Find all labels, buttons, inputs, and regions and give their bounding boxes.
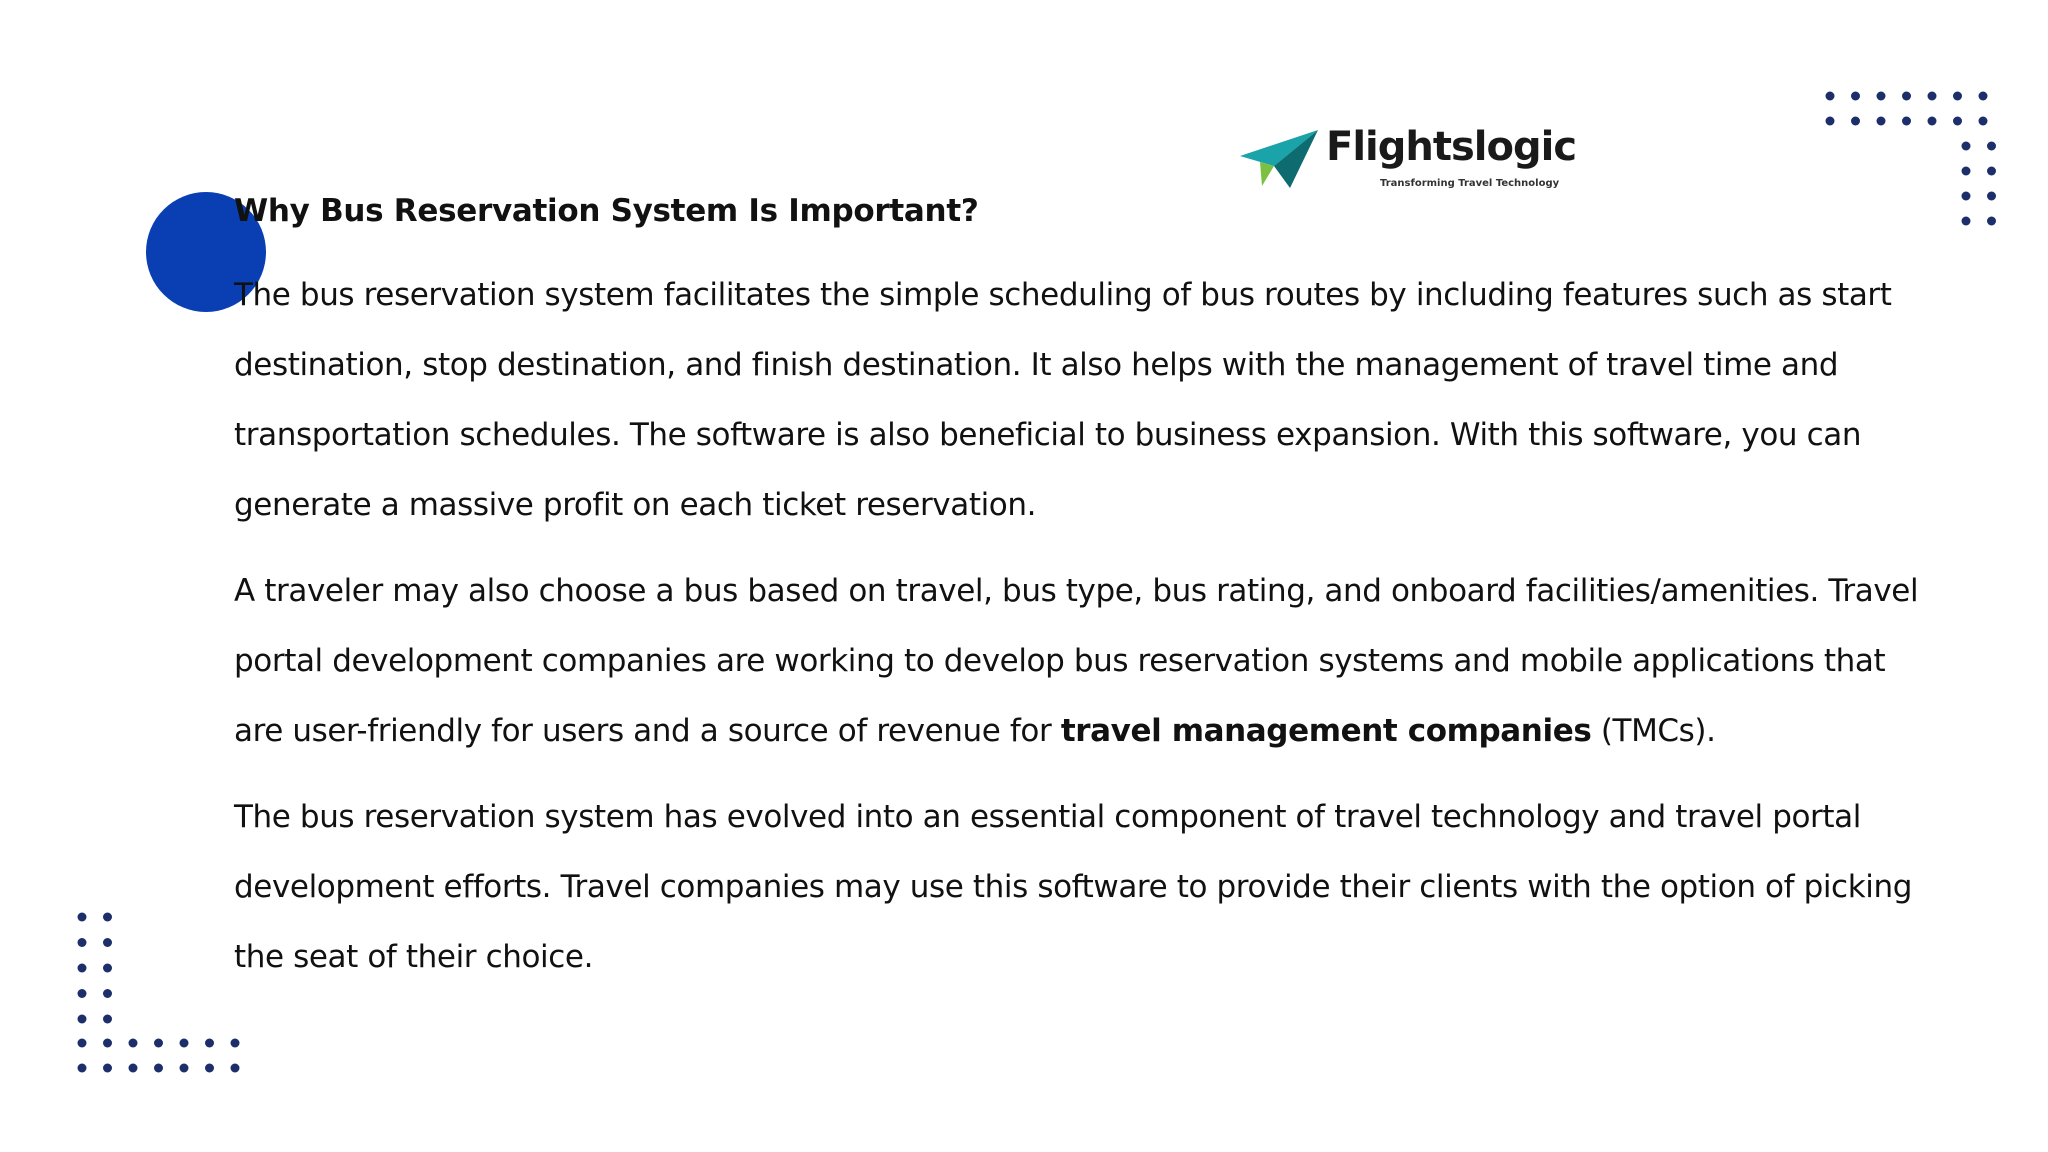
paragraph-2 [234,556,1924,766]
decor-dot [1851,117,1860,126]
decor-dot [154,1039,163,1048]
decor-dot [1987,142,1996,151]
article-heading: Why Bus Reservation System Is Important? [234,193,979,229]
paper-plane-icon [1240,130,1320,192]
decor-dot [1953,117,1962,126]
decor-dot [1877,117,1886,126]
decor-dot [1953,92,1962,101]
decor-dot [1987,167,1996,176]
decor-dot [154,1064,163,1073]
decor-dot [103,913,112,922]
decor-dot [78,989,87,998]
decor-dot [103,989,112,998]
decor-dot [78,913,87,922]
decor-dot [103,964,112,973]
decor-dot [1928,117,1937,126]
decor-dot [180,1039,189,1048]
decor-dot [129,1064,138,1073]
decor-dot [103,1015,112,1024]
dot-pattern-bottom-left [70,905,250,1085]
decor-dot [1962,142,1971,151]
decor-dot [1826,117,1835,126]
decor-dot [1851,92,1860,101]
decor-dot [78,964,87,973]
decor-dot [1928,92,1937,101]
decor-dot [1826,92,1835,101]
decor-dot [1902,92,1911,101]
decor-dot [1979,92,1988,101]
decor-dot [1962,217,1971,226]
decor-dot [1877,92,1886,101]
decor-dot [1987,217,1996,226]
logo-tagline: Transforming Travel Technology [1380,178,1560,189]
decor-dot [1979,117,1988,126]
decor-dot [205,1064,214,1073]
paragraph-2-text-end: (TMCs). [1591,713,1716,749]
decor-dot [231,1064,240,1073]
decor-dot [103,1039,112,1048]
decor-dot [1987,192,1996,201]
decor-dot [78,938,87,947]
decor-dot [78,1064,87,1073]
article [234,186,1924,1008]
logo-wordmark: Flightslogic [1326,124,1577,170]
decor-dot [205,1039,214,1048]
tmc-bold-phrase: travel management companies [1060,713,1592,749]
decor-dot [1902,117,1911,126]
paragraph-2-text-start: A traveler may also choose a bus based on travel, bus type, bus rating, and onboard facilities/amenities. Travel portal development companies are working to develop bus reservation systems and mobile applications that are user-friendly for users and a source of revenue for [234,573,1919,749]
decor-dot [1962,167,1971,176]
decor-dot [129,1039,138,1048]
paragraph-1: The bus reservation system facilitates the simple scheduling of bus routes by including features such as start destination, stop destination, and finish destination. It also helps with the management of travel time and transportation schedules. The software is also beneficial to business expansion. With this software, you can generate a massive profit on each ticket reservation. [234,277,1892,523]
paragraph-3: The bus reservation system has evolved into an essential component of travel technology and travel portal development efforts. Travel companies may use this software to provide their clients with the option of picking the seat of their choice. [234,799,1912,975]
decor-dot [103,1064,112,1073]
decor-dot [78,1039,87,1048]
decor-dot [78,1015,87,1024]
decor-dot [180,1064,189,1073]
decor-dot [103,938,112,947]
flightslogic-logo [1240,122,1577,194]
decor-dot [1962,192,1971,201]
decor-dot [231,1039,240,1048]
